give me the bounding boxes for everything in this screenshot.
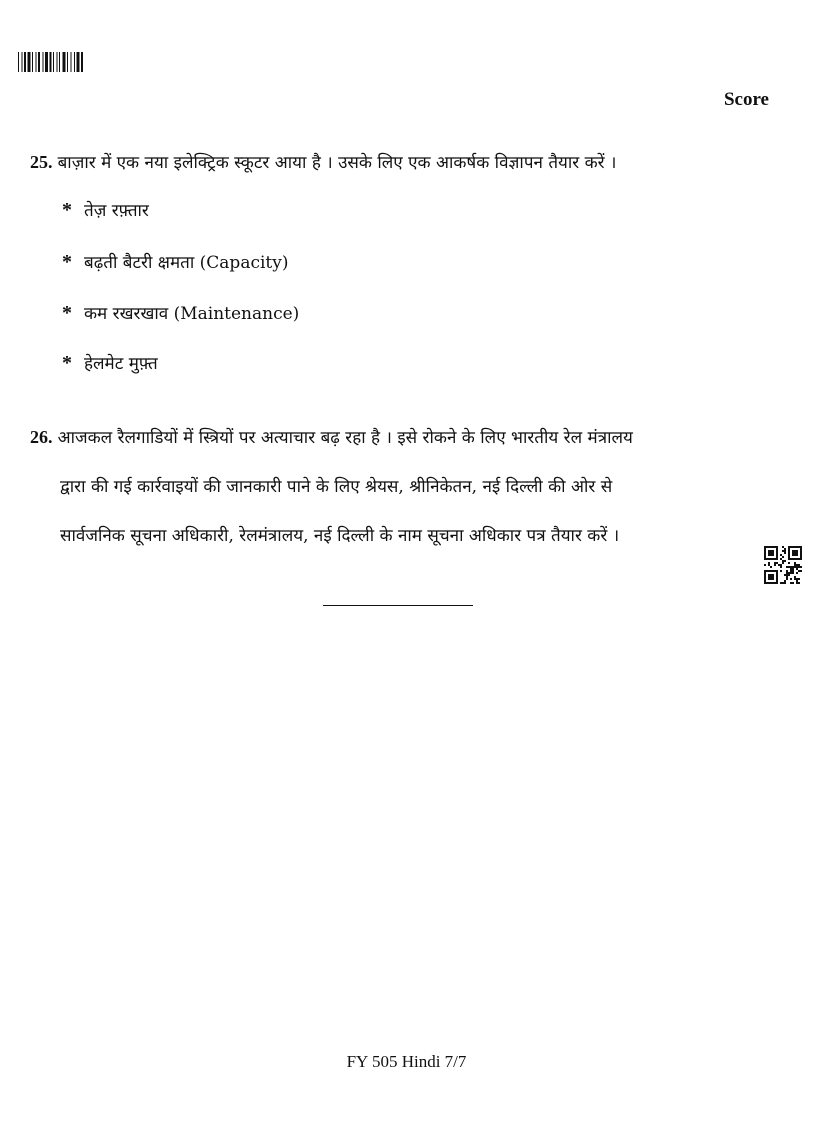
question-text: आजकल रैलगाडियों में स्त्रियों पर अत्याचार बढ़ रहा है । इसे रोकने के लिए भारतीय रेल मंत्रालय bbox=[57, 428, 633, 448]
question-number: 25. bbox=[30, 152, 53, 172]
bullet-item: * हेलमेट मुफ़्त bbox=[62, 352, 158, 374]
question-text-line: सार्वजनिक सूचना अधिकारी, रेलमंत्रालय, नई दिल्ली के नाम सूचना अधिकार पत्र तैयार करें । bbox=[60, 526, 620, 546]
end-rule bbox=[323, 605, 473, 606]
bullet-item: * बढ़ती बैटरी क्षमता (Capacity) bbox=[62, 251, 289, 273]
bullet-item: * तेज़ रफ़्तार bbox=[62, 199, 149, 221]
question-number: 26. bbox=[30, 427, 53, 447]
qr-code bbox=[764, 546, 802, 584]
page-footer: FY 505 Hindi 7/7 bbox=[346, 1052, 467, 1071]
question-text: बाज़ार में एक नया इलेक्ट्रिक स्कूटर आया है । उसके लिए एक आकर्षक विज्ञापन तैयार करें । bbox=[57, 153, 617, 173]
question-26 bbox=[30, 427, 790, 448]
question-25 bbox=[30, 152, 790, 173]
question-text-line: द्वारा की गई कार्रवाइयों की जानकारी पाने के लिए श्रेयस, श्रीनिकेतन, नई दिल्ली की ओर से bbox=[60, 477, 613, 497]
bullet-star: * bbox=[62, 302, 72, 324]
bullet-star: * bbox=[62, 199, 72, 221]
bullet-star: * bbox=[62, 251, 72, 273]
bullet-star: * bbox=[62, 352, 72, 374]
bullet-item: * कम रखरखाव (Maintenance) bbox=[62, 302, 300, 324]
score-label: Score bbox=[723, 89, 769, 110]
barcode bbox=[18, 52, 140, 72]
